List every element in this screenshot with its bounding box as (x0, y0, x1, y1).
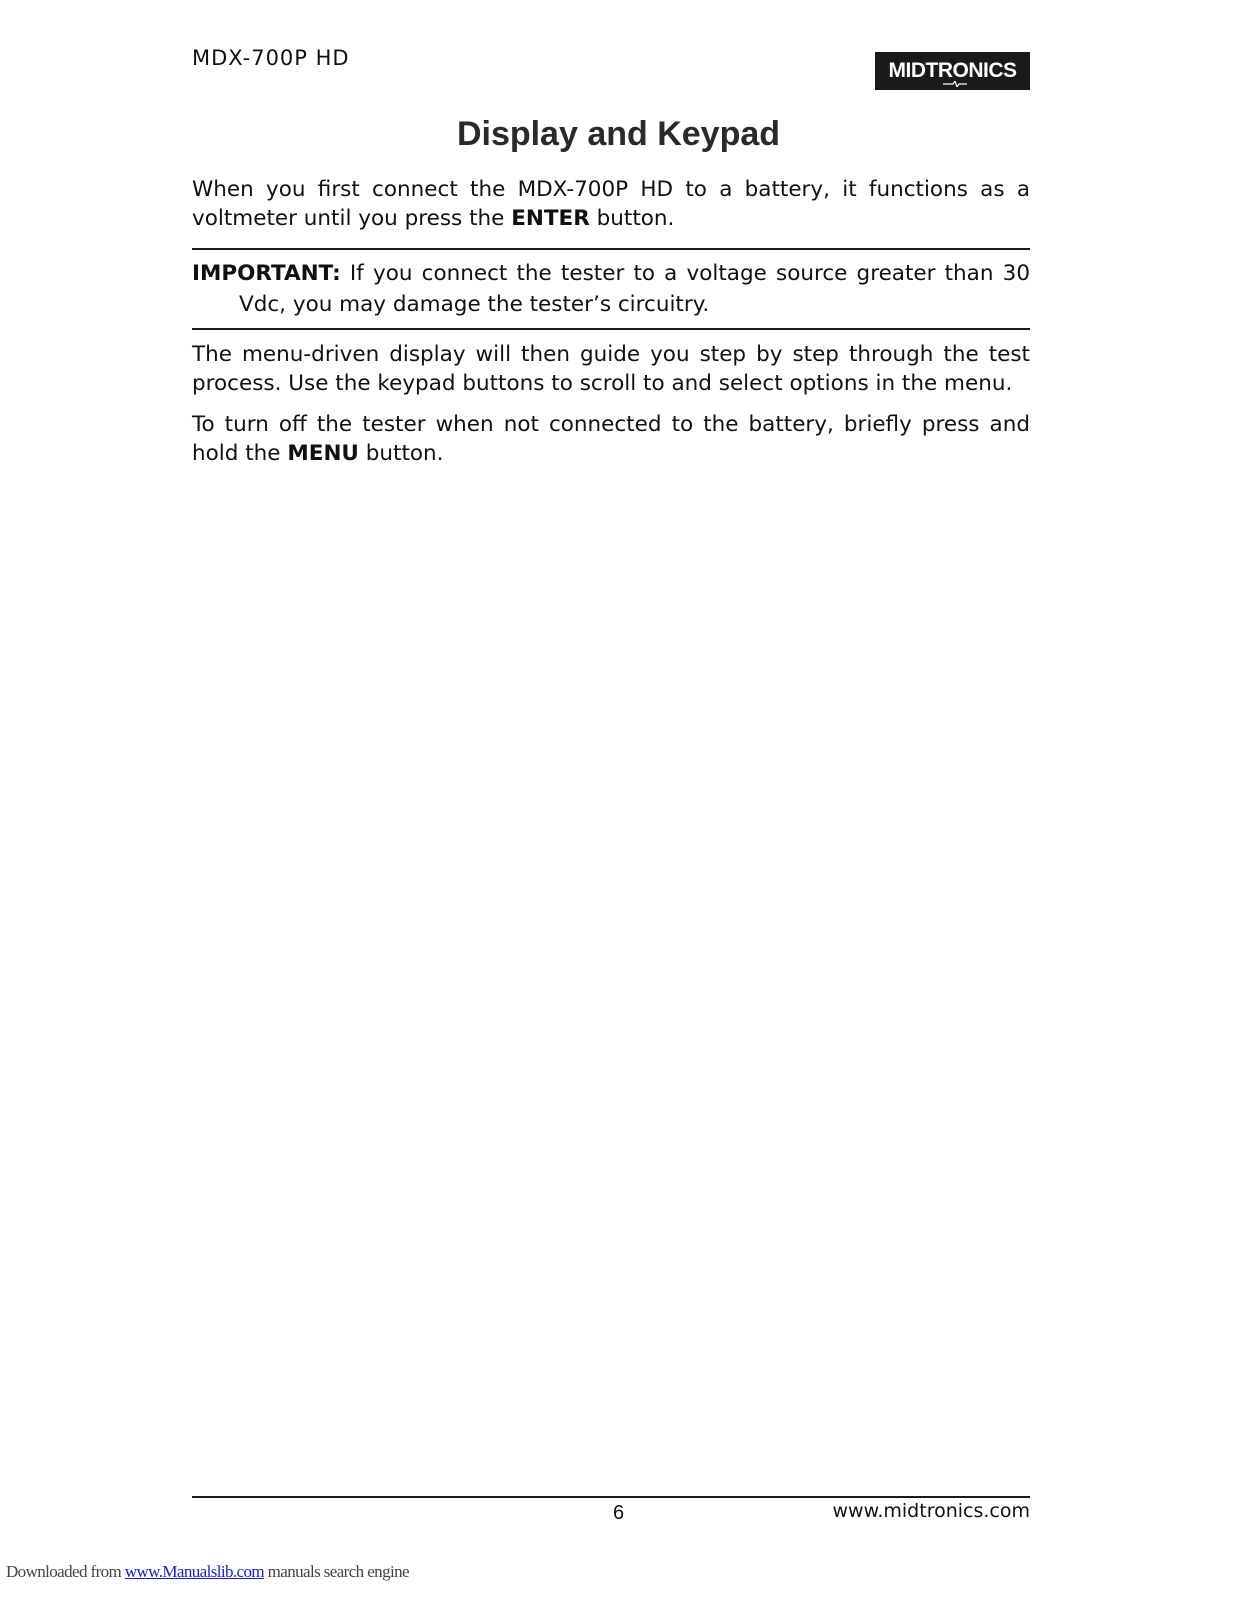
footer-rule (192, 1496, 1030, 1498)
lightning-icon (943, 81, 967, 87)
brand-logo (875, 52, 1030, 90)
important-text: If you connect the tester to a voltage source greater than 30 Vdc, you may damage the tester’s circuitry. (239, 261, 1030, 317)
intro-paragraph (192, 175, 1030, 233)
footer-url: www.midtronics.com (832, 1500, 1030, 1522)
turn-off-text-before: To turn off the tester when not connected to the battery, briefly press and hold the (192, 412, 1030, 466)
header-model-name: MDX-700P HD (192, 46, 350, 70)
important-top-rule (192, 248, 1030, 250)
intro-text-before: When you first connect the MDX-700P HD to a battery, it functions as a voltmeter until you press the (192, 177, 1030, 231)
menu-paragraph (192, 340, 1030, 398)
page-title: Display and Keypad (456, 115, 781, 153)
download-watermark (6, 1562, 409, 1582)
important-bottom-rule (192, 328, 1030, 330)
brand-logo-text: MIDTRONICS (888, 58, 1017, 82)
watermark-prefix: Downloaded from (6, 1562, 125, 1581)
important-notice (192, 258, 1030, 320)
turn-off-paragraph (192, 410, 1030, 468)
watermark-suffix: manuals search engine (264, 1562, 409, 1581)
turn-off-text-after: button. (358, 441, 444, 466)
intro-text-after: button. (589, 206, 675, 231)
important-label: IMPORTANT: (192, 261, 341, 286)
enter-button-label: ENTER (511, 206, 590, 231)
menu-paragraph-text: The menu-driven display will then guide you step by step through the test process. Use the keypad buttons to scroll to and select options in the menu. (192, 342, 1030, 396)
manualslib-link[interactable]: www.Manualslib.com (124, 1562, 265, 1581)
menu-button-label: MENU (287, 441, 359, 466)
page-number: 6 (612, 1502, 625, 1524)
